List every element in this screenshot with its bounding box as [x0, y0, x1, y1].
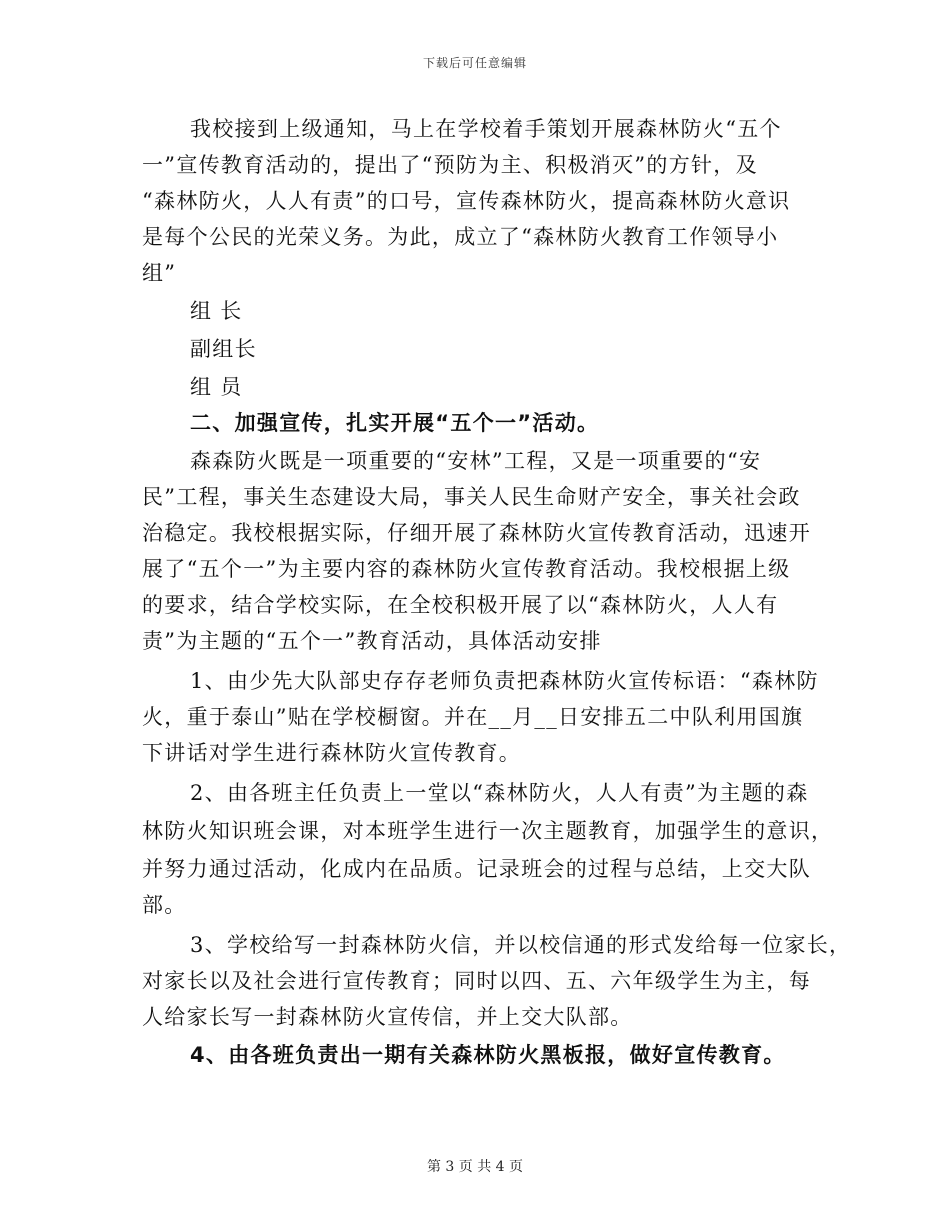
text-line: 的要求，结合学校实际，在全校积极开展了以“森林防火，人人有: [142, 593, 779, 617]
page-header-note: 下载后可任意编辑: [422, 56, 527, 70]
text-line: 组”: [142, 261, 177, 285]
text-line: 并努力通过活动，化成内在品质。记录班会的过程与总结，上交大队: [142, 857, 811, 881]
text-line: 3、学校给写一封森林防火信，并以校信通的形式发给每一位家长，: [190, 933, 852, 957]
text-line: 展了“五个一”为主要内容的森林防火宣传教育活动。我校根据上级: [142, 557, 791, 581]
activity-item-4: 4、由各班负责出一期有关森林防火黑板报，做好宣传教育。: [190, 1043, 786, 1067]
text-line: 林防火知识班会课，对本班学生进行一次主题教育，加强学生的意识，: [142, 819, 834, 843]
text-line: 责”为主题的“五个一”教育活动，具体活动安排: [142, 629, 602, 653]
text-line: 对家长以及社会进行宣传教育；同时以四、五、六年级学生为主，每: [142, 969, 811, 993]
text-line: 人给家长写一封森林防火宣传信，并上交大队部。: [142, 1005, 633, 1029]
text-line: 治稳定。我校根据实际，仔细开展了森林防火宣传教育活动，迅速开: [142, 521, 811, 545]
text-line: “森林防火，人人有责”的口号，宣传森林防火，提高森林防火意识: [142, 189, 791, 213]
page-number: 第 3 页 共 4 页: [426, 1159, 524, 1175]
group-leader-label: 组 长: [190, 299, 243, 323]
text-line: 1、由少先大队部史存存老师负责把森林防火宣传标语：“森林防: [190, 669, 819, 693]
section-heading: 二、加强宣传，扎实开展“五个一”活动。: [190, 411, 600, 435]
text-line: 民”工程，事关生态建设大局，事关人民生命财产安全，事关社会政: [142, 485, 801, 509]
text-line: 一”宣传教育活动的，提出了“预防为主、积极消灭”的方针，及: [142, 153, 758, 177]
text-line: 下讲话对学生进行森林防火宣传教育。: [142, 741, 522, 765]
text-line: 是每个公民的光荣义务。为此，成立了“森林防火教育工作领导小: [142, 225, 779, 249]
text-line: 2、由各班主任负责上一堂以“森林防火，人人有责”为主题的森: [190, 781, 809, 805]
text-line: 我校接到上级通知，马上在学校着手策划开展森林防火“五个: [190, 117, 782, 141]
group-deputy-label: 副组长: [190, 337, 257, 361]
group-member-label: 组 员: [190, 375, 243, 399]
text-line: 森森防火既是一项重要的“安林”工程，又是一项重要的“安: [190, 449, 762, 473]
text-line: 火，重于泰山”贴在学校橱窗。并在__月__日安排五二中队利用国旗: [142, 705, 804, 729]
text-line: 部。: [142, 893, 187, 917]
